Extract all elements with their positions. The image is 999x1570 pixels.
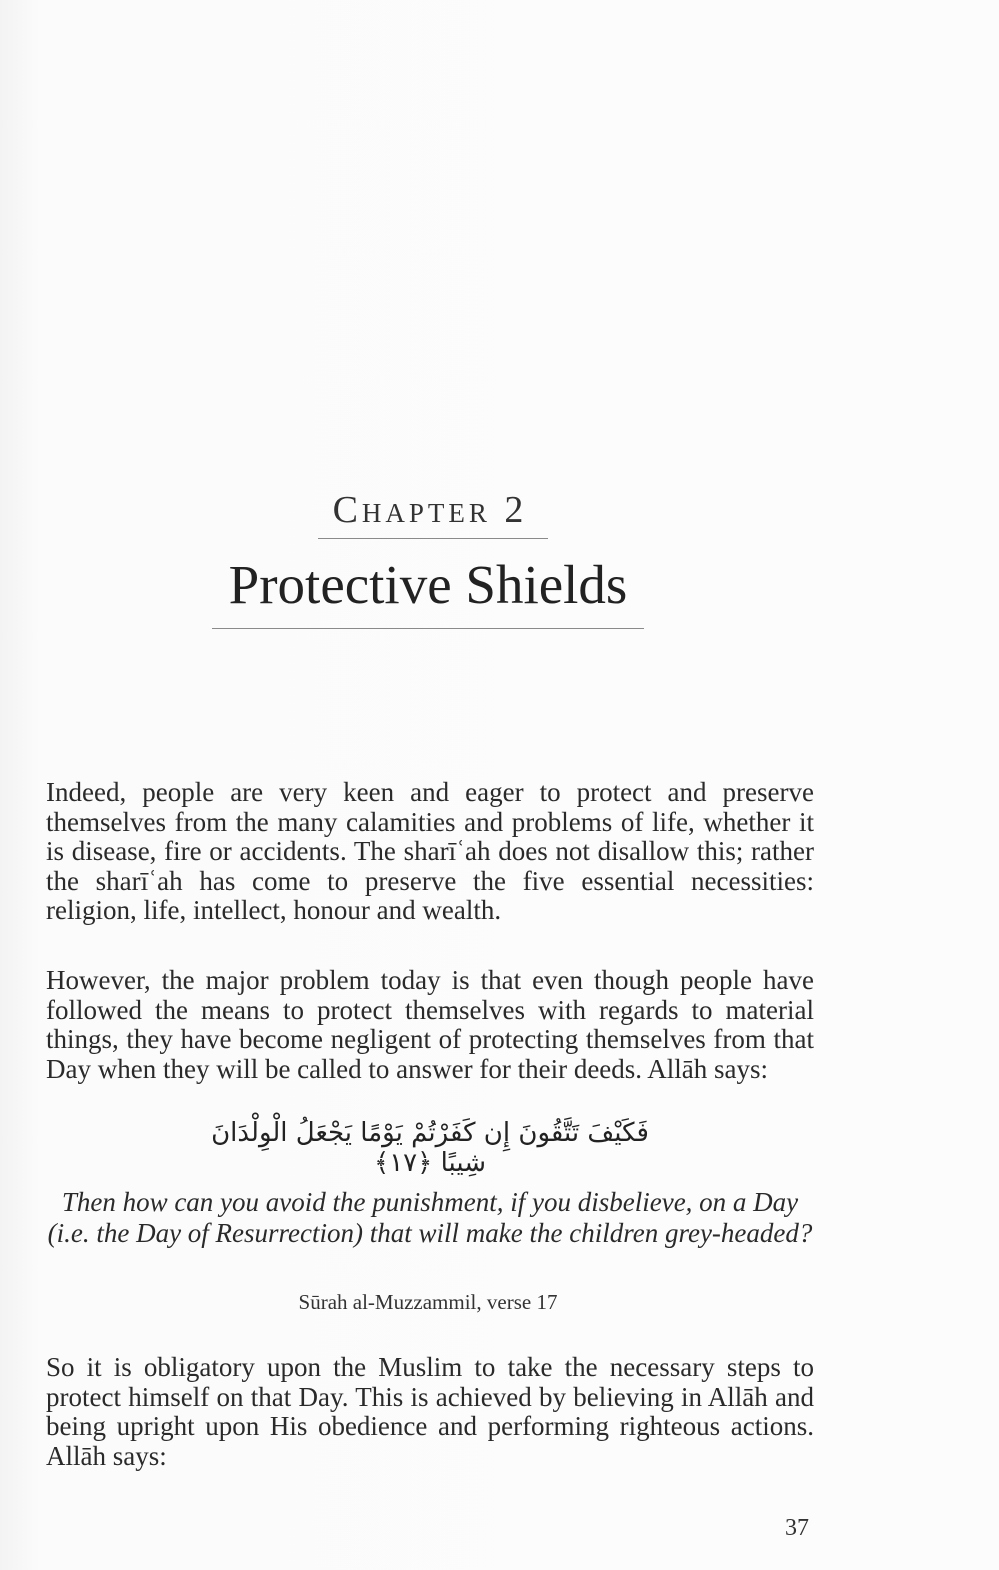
paragraph-3: So it is obligatory upon the Muslim to take the necessary steps to protect himself on that Day. This is achieved by believing in Allāh and being upright upon His obedience and performing righteous actions. Allāh says: [46, 1352, 814, 1471]
paragraph-1: Indeed, people are very keen and eager to protect and preserve themselves from the many calamities and problems of life, whether it is disease, fire or accidents. The sharīʿah does not disallow this; rather the sharīʿah has come to preserve the five essential necessities: religion, life, intellect, honour and wealth. [46, 777, 814, 925]
verse-translation: Then how can you avoid the punishment, if you disbelieve, on a Day (i.e. the Day of Resurrection) that will make the children grey-headed? [47, 1187, 813, 1248]
quran-verse-arabic: فَكَيْفَ تَتَّقُونَ إِن كَفَرْتُمْ يَوْمًا يَجْعَلُ الْوِلْدَانَ شِيبًا ﴿١٧﴾ [211, 1118, 649, 1178]
paragraph-2: However, the major problem today is that even though people have followed the means to protect themselves with regards to material things, they have become negligent of protecting themselves from that Day when they will be called to answer for their deeds. Allāh says: [46, 965, 814, 1084]
chapter-title-rule [212, 628, 644, 629]
page-number: 37 [785, 1515, 809, 1541]
chapter-label-rule [318, 538, 548, 539]
chapter-label: Chapter 2 [332, 489, 528, 531]
verse-citation: Sūrah al-Muzzammil, verse 17 [298, 1290, 558, 1314]
chapter-title: Protective Shields [228, 554, 628, 615]
